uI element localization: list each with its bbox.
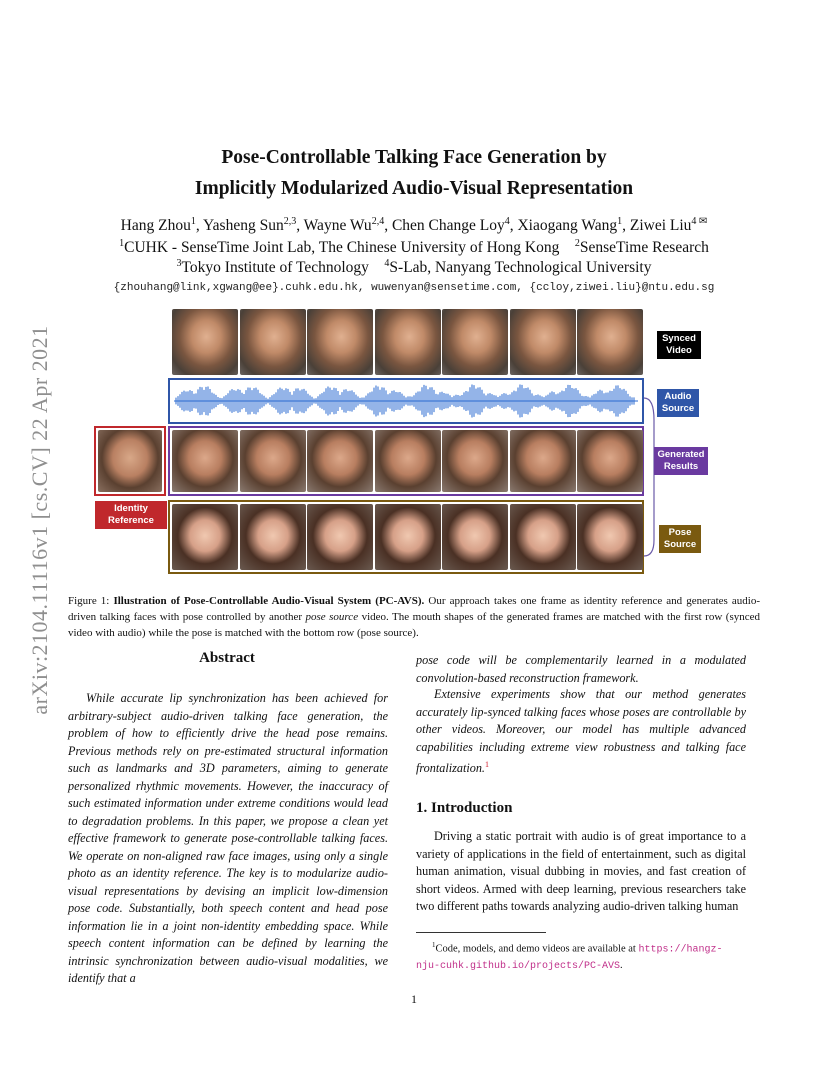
author-name: , Chen Change Loy: [384, 217, 505, 235]
author-sup: 4 ✉: [691, 216, 708, 227]
footnote-end: .: [620, 959, 623, 971]
footnote-text: Code, models, and demo videos are available at: [435, 943, 639, 955]
caption-text: video. The mouth shapes of the generated frames are matched with the first row (synced video with audio) while the pose is matched with the bottom row (pose source).: [68, 611, 760, 639]
video-frame-thumbnail: [577, 504, 643, 570]
author-sup: 2,3: [283, 216, 297, 227]
video-frame-thumbnail: [307, 309, 373, 375]
affiliation-sup: 2: [574, 238, 580, 249]
footnote: [416, 938, 746, 974]
video-frame-thumbnail: [375, 504, 441, 570]
video-frame-thumbnail: [240, 504, 306, 570]
figure-caption: [68, 593, 760, 641]
video-frame-thumbnail: [510, 504, 576, 570]
caption-bold: Illustration of Pose-Controllable Audio-Visual System (PC-AVS).: [113, 595, 425, 607]
introduction-heading: 1. Introduction: [416, 800, 513, 816]
author-name: , Xiaogang Wang: [509, 217, 618, 235]
video-frame-thumbnail: [240, 430, 306, 492]
label-synced-video: Synced Video: [657, 331, 701, 359]
title-line-1: Pose-Controllable Talking Face Generation by: [221, 147, 607, 168]
arxiv-stamp: arXiv:2104.11116v1 [cs.CV] 22 Apr 2021: [27, 325, 52, 715]
video-frame-thumbnail: [510, 309, 576, 375]
video-frame-thumbnail: [172, 430, 238, 492]
affiliation-text: SenseTime Research: [579, 239, 709, 257]
video-frame-thumbnail: [172, 309, 238, 375]
affiliation-text: Tokyo Institute of Technology: [181, 259, 369, 277]
affiliation-text: CUHK - SenseTime Joint Lab, The Chinese University of Hong Kong: [124, 239, 560, 257]
author-name: , Yasheng Sun: [195, 217, 284, 235]
footnote-sup: 1: [432, 941, 436, 949]
video-frame-thumbnail: [307, 504, 373, 570]
identity-face-image: [98, 430, 162, 492]
page-number: 1: [411, 992, 417, 1006]
video-frame-thumbnail: [307, 430, 373, 492]
affiliation-sup: 3: [176, 258, 182, 269]
video-frame-thumbnail: [375, 309, 441, 375]
author-sup: 1: [190, 216, 196, 227]
footnote-ref[interactable]: 1: [484, 760, 489, 769]
author-sup: 4: [504, 216, 510, 227]
video-frame-thumbnail: [577, 430, 643, 492]
footnote-rule: [416, 932, 546, 933]
affiliation-text: S-Lab, Nanyang Technological University: [389, 259, 652, 277]
label-audio-source: Audio Source: [657, 389, 699, 417]
caption-prefix: Figure 1:: [68, 595, 114, 607]
affiliation-sup: 4: [384, 258, 390, 269]
abstract-paragraph-2: [416, 686, 746, 778]
label-identity-reference: Identity Reference: [95, 501, 167, 529]
video-frame-thumbnail: [442, 504, 508, 570]
video-frame-thumbnail: [577, 309, 643, 375]
video-frame-thumbnail: [172, 504, 238, 570]
audio-waveform: [170, 380, 642, 422]
caption-italic: pose source: [305, 611, 359, 623]
video-frame-thumbnail: [375, 430, 441, 492]
footnote-link[interactable]: https://hangz-nju-cuhk.github.io/projects/PC-AVS: [416, 944, 723, 972]
abstract-p2-text: Extensive experiments show that our method generates accurately lip-synced talking faces whose poses are controllable by other videos. Moreover, our model has multiple advanced capabilities including extreme view robustness and talking face frontalization.: [416, 687, 746, 776]
author-emails: {zhouhang@link,xgwang@ee}.cuhk.edu.hk, wuwenyan@sensetime.com, {ccloy,ziwei.liu}@ntu.edu.sg: [113, 282, 715, 294]
author-sup: 1: [617, 216, 623, 227]
introduction-body: Driving a static portrait with audio is of great importance to a variety of applications in the field of entertainment, such as digital human animation, visual dubbing in movies, and fast creation of short videos. Armed with deep learning, previous researchers take two different paths towards analyzing audio-driven talking human: [416, 829, 746, 913]
video-frame-thumbnail: [510, 430, 576, 492]
affiliation-sup: 1: [119, 238, 125, 249]
author-sup: 2,4: [371, 216, 385, 227]
caption-text: Our approach takes one frame as identity reference and generates audio-driven talking faces with pose controlled by another: [68, 595, 760, 623]
abstract-heading: Abstract: [199, 650, 255, 666]
video-frame-thumbnail: [442, 430, 508, 492]
author-name: Hang Zhou: [120, 217, 191, 235]
author-name: , Ziwei Liu: [622, 217, 692, 235]
video-frame-thumbnail: [240, 309, 306, 375]
label-generated-results: Generated Results: [654, 447, 708, 475]
abstract-continuation: pose code will be complementarily learned in a modulated convolution-based reconstruction framework.: [416, 653, 746, 685]
label-pose-source: Pose Source: [659, 525, 701, 553]
abstract-body: While accurate lip synchronization has been achieved for arbitrary-subject audio-driven talking face generation, the problem of how to efficiently drive the head pose remains. Previous methods rely on pre-estimated structural information such as landmarks and 3D parameters, aiming to generate personalized rhythmic movements. However, the inaccuracy of such estimated information under extreme conditions would lead to degradation problems. In this paper, we propose a clean yet effective framework to generate pose-controllable talking faces. We operate on non-aligned raw face images, using only a single photo as an identity reference. The key is to modularize audio-visual representations by devising an implicit low-dimension pose code. Substantially, both speech content and head pose information lie in a joint non-identity embedding space. While speech content information can be defined by learning the intrinsic synchronization between audio-visual modalities, we identify that a: [68, 691, 388, 985]
video-frame-thumbnail: [442, 309, 508, 375]
author-name: , Wayne Wu: [296, 217, 372, 235]
audio-waveform-box: [168, 378, 644, 424]
title-line-2: Implicitly Modularized Audio-Visual Representation: [194, 178, 634, 199]
